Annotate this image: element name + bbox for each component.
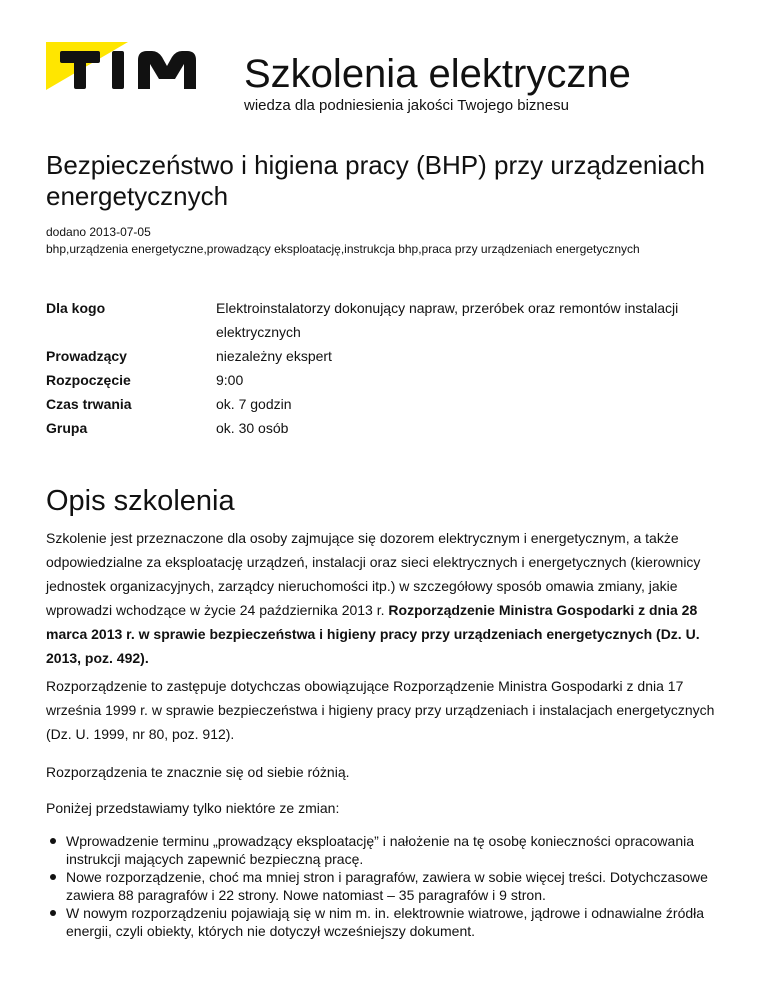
tim-logo: [46, 42, 211, 90]
info-key: Rozpoczęcie: [46, 372, 131, 388]
info-row-duration: [46, 392, 726, 416]
section-title-description: Opis szkolenia: [46, 485, 235, 517]
list-item: [46, 832, 736, 868]
info-row-group: [46, 416, 726, 440]
list-item: [46, 868, 736, 904]
description-paragraph-2: Rozporządzenie to zastępuje dotychczas obowiązujące Rozporządzenie Ministra Gospodarki z dnia 17 września 1999 r. w sprawie bezpieczeństwa i higieny pracy przy urządzeniach i instalacjach energetycznych (Dz. U. 1999, nr 80, poz. 912).: [46, 678, 715, 742]
info-key: Prowadzący: [46, 348, 127, 364]
info-value: Elektroinstalatorzy dokonujący napraw, przeróbek oraz remontów instalacji elektrycznych: [216, 300, 679, 340]
info-value: ok. 30 osób: [216, 420, 289, 436]
course-info-table: [46, 296, 726, 440]
header: [46, 42, 736, 122]
date-added: dodano 2013-07-05: [46, 225, 151, 239]
description-paragraph-1: [46, 526, 726, 670]
bullet-icon: [50, 874, 56, 880]
info-key: Dla kogo: [46, 300, 106, 316]
regulation-reference: Rozporządzenie Ministra Gospodarki z dnia 28 marca 2013 r. w sprawie bezpieczeństwa i higieny pracy przy urządzeniach energetycznych (Dz. U. 2013, poz. 492).: [46, 602, 700, 666]
info-key: Grupa: [46, 420, 88, 436]
info-row-audience: [46, 296, 726, 344]
changes-list: [46, 832, 736, 940]
info-value: niezależny ekspert: [216, 348, 332, 364]
list-item-text: Wprowadzenie terminu „prowadzący eksploatację” i nałożenie na tę osobę konieczności opracowania instrukcji mających zapewnić bezpieczną pracę.: [66, 833, 695, 867]
info-value: ok. 7 godzin: [216, 396, 292, 412]
tags-list: bhp,urządzenia energetyczne,prowadzący eksploatację,instrukcja bhp,praca przy urządzeniach energetycznych: [46, 242, 640, 256]
info-key: Czas trwania: [46, 396, 132, 412]
brand-subtitle: wiedza dla podniesienia jakości Twojego biznesu: [244, 97, 569, 114]
info-value: 9:00: [216, 372, 244, 388]
bullet-icon: [50, 838, 56, 844]
description-paragraph-4: Poniżej przedstawiamy tylko niektóre ze zmian:: [46, 800, 340, 816]
description-paragraph-3: Rozporządzenia te znacznie się od siebie różnią.: [46, 764, 350, 780]
page-title: Bezpieczeństwo i higiena pracy (BHP) przy urządzeniach energetycznych: [46, 150, 705, 211]
list-item: [46, 904, 736, 940]
info-row-start: [46, 368, 726, 392]
brand-title: Szkolenia elektryczne: [244, 52, 631, 96]
list-item-text: Nowe rozporządzenie, choć ma mniej stron i paragrafów, zawiera w sobie więcej treści. Dotychczasowe zawiera 88 paragrafów i 22 strony. Nowe natomiast – 35 paragrafów i 9 stron.: [66, 869, 708, 903]
list-item-text: W nowym rozporządzeniu pojawiają się w nim m. in. elektrownie wiatrowe, jądrowe i odnawialne źródła energii, czyli obiekty, których nie dotyczył wcześniejszy dokument.: [66, 905, 705, 939]
paragraph-text: Szkolenie jest przeznaczone dla osoby zajmujące się dozorem elektrycznym i energetycznym, a także odpowiedzialne za eksploatację urządzeń, instalacji oraz sieci elektrycznych i energetycznych (kierownicy jednostek organizacyjnych, zarządcy nieruchomości itp.) w szczegółowy sposób omawia zmiany, jakie wprowadzi wchodzące w życie 24 października 2013 r.: [46, 530, 701, 618]
info-row-instructor: [46, 344, 726, 368]
bullet-icon: [50, 910, 56, 916]
